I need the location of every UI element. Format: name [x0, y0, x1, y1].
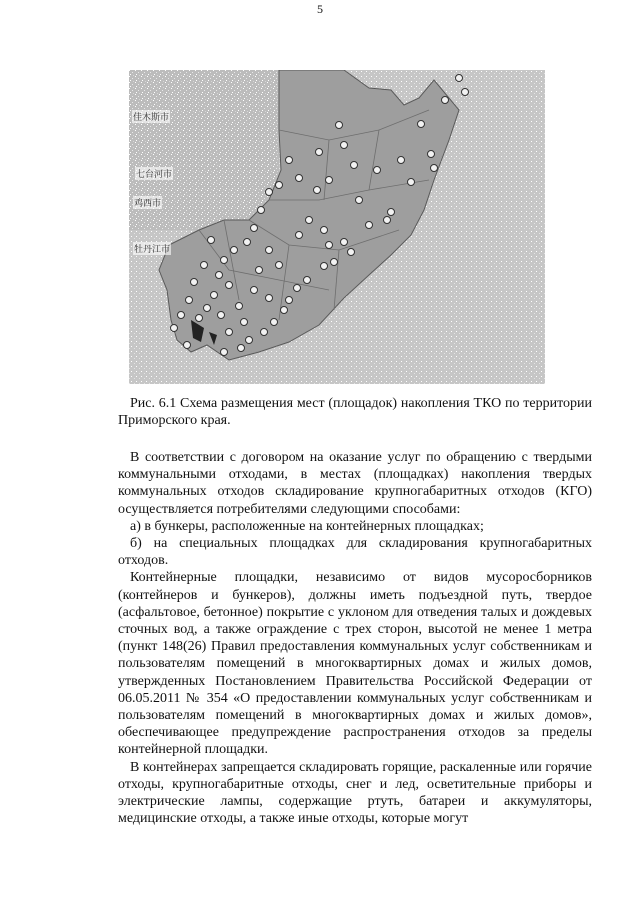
paragraph: б) на специальных площадках для складирования крупногабаритных отходов.	[118, 536, 592, 569]
paragraph: В соответствии с договором на оказание услуг по обращению с твердыми коммунальными отходами, в местах (площадках) накопления твердых коммунальных отходов складирование крупногабаритных отходов (КГО) осуществляется потребителями следующими способами:	[118, 450, 592, 517]
map-label-mudanjiang: 牡丹江市	[133, 242, 171, 255]
figure-caption: Рис. 6.1 Схема размещения мест (площадок) накопления ТКО по территории Приморского края.	[118, 396, 592, 428]
paragraph: а) в бункеры, расположенные на контейнерных площадках;	[130, 518, 484, 534]
map-svg	[129, 70, 545, 384]
primorsky-waste-sites-map	[129, 70, 545, 384]
map-label-jixi: 鸡西市	[133, 196, 162, 209]
paragraph: В контейнерах запрещается складировать горящие, раскаленные или горячие отходы, крупногабаритные отходы, снег и лед, осветительные приборы и электрические лампы, содержащие ртуть, батареи и аккумуляторы, медицинские отходы, а также иные отходы, которые могут	[118, 759, 592, 827]
paragraph: Контейнерные площадки, независимо от видов мусоросборников (контейнеров и бункеров), должны иметь подъездной путь, твердое (асфальтовое, бетонное) покрытие с уклоном для отведения талых и дождевых сточных вод, а также ограждение с трех сторон, высотой не менее 1 метра (пункт 148(26) Правил предоставления коммунальных услуг собственникам и пользователям помещений в многоквартирных домах и жилых домов, утвержденных Постановлением Правительства Российской Федерации от 06.05.2011 № 354 «О предоставлении коммунальных услуг собственникам и пользователям помещений в многоквартирных домах и жилых домов», обеспечивающее предупреждение распространения отходов за пределы контейнерной площадки.	[118, 570, 592, 758]
body-text	[118, 449, 592, 827]
page-number: 5	[317, 2, 323, 16]
map-label-jiamusi: 佳木斯市	[132, 110, 170, 123]
map-label-qitaihe: 七台河市	[135, 167, 173, 180]
